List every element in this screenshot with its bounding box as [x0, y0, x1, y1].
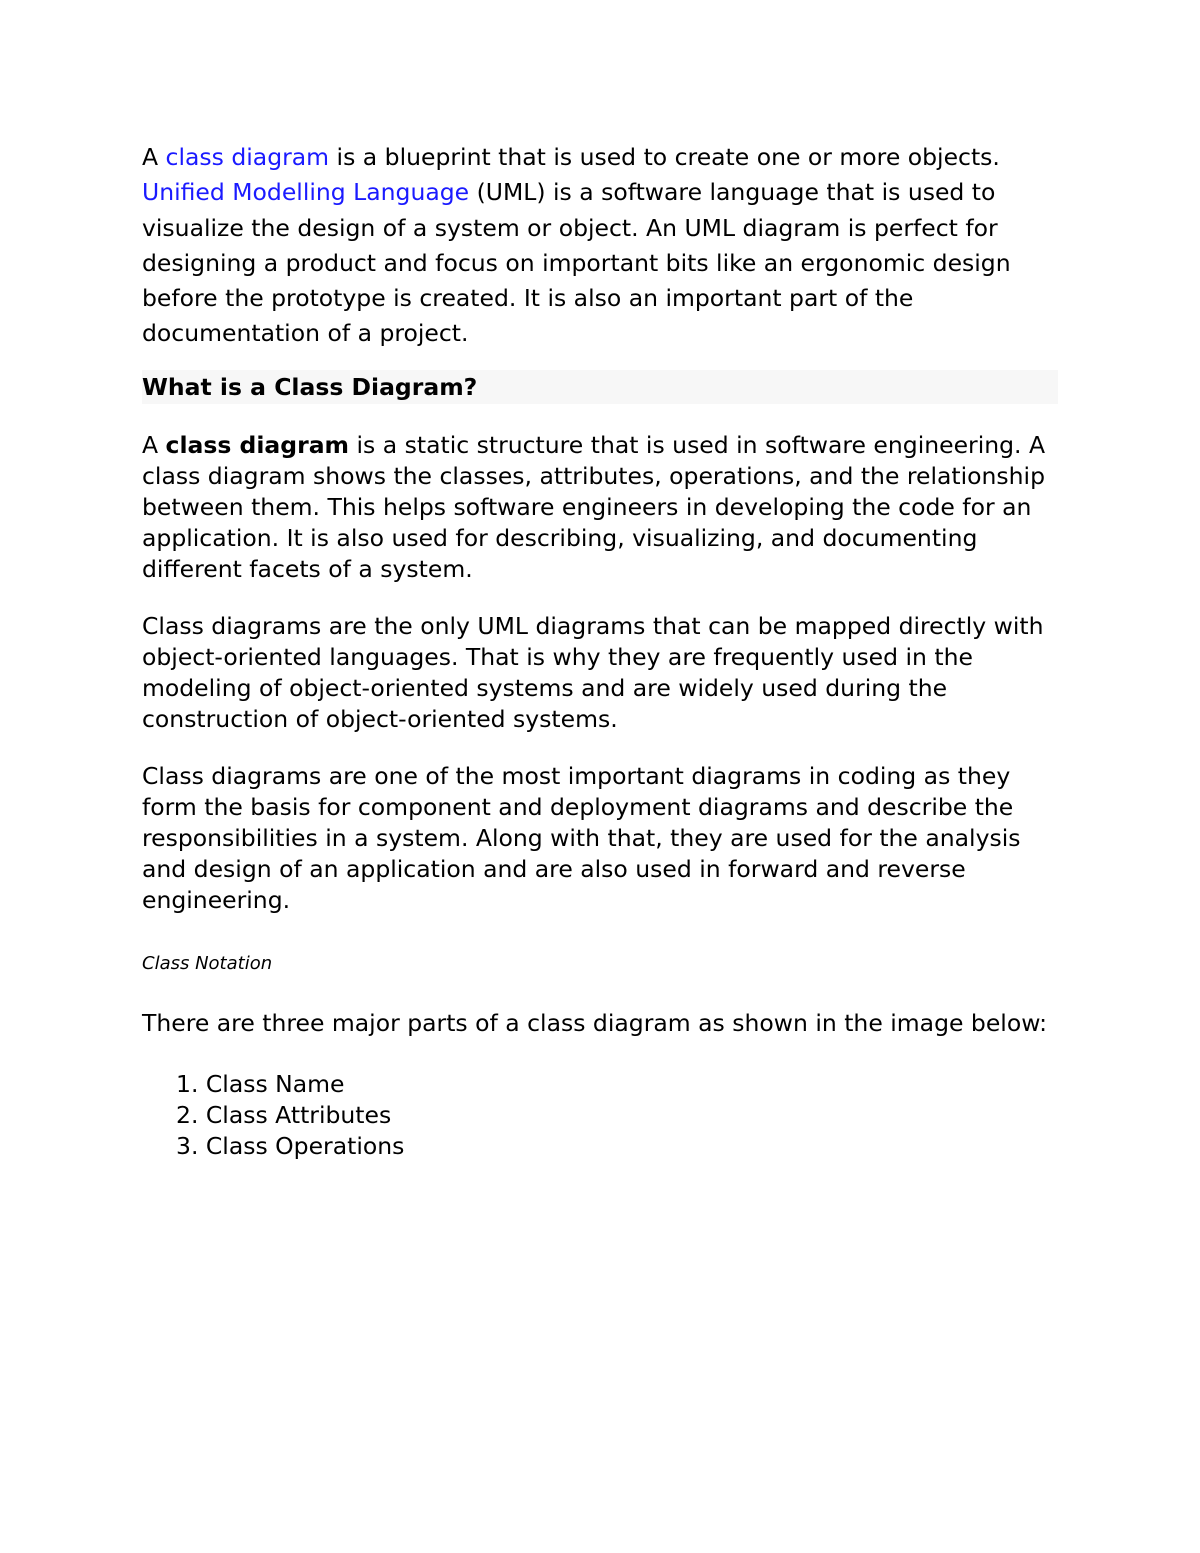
class-notation-subheading: Class Notation [142, 952, 273, 974]
parts-intro-paragraph: There are three major parts of a class diagram as shown in the image below: [142, 1008, 1048, 1037]
mapping-paragraph: Class diagrams are the only UML diagrams that can be mapped directly with object-oriented languages. That is why they are frequently used in the modeling of object-oriented systems and are widely used during the construction of object-oriented systems. [142, 611, 1044, 733]
section-heading: What is a Class Diagram? [142, 370, 1058, 404]
class-diagram-link[interactable]: class diagram [165, 143, 330, 171]
list-item: 3. Class Operations [176, 1131, 405, 1160]
uml-link[interactable]: Unified Modelling Language [142, 178, 470, 207]
definition-bold-term: class diagram [165, 430, 350, 459]
intro-text-rest: (UML) is a software language that is used to visualize the design of a system or object. An UML diagram is perfect for designing a product and focus on important bits like an ergonomic design before the prototype is created. It is also an important part of the documentation of a project. [142, 178, 1011, 348]
definition-text-start: A [142, 430, 166, 459]
document-page [142, 140, 1058, 1162]
definition-paragraph [142, 430, 1058, 585]
intro-paragraph [142, 140, 1058, 352]
definition-text-rest: is a static structure that is used in software engineering. A class diagram shows the classes, attributes, operations, and the relationship between them. This helps software engineers in developing the code for an application. It is also used for describing, visualizing, and documenting different facets of a system. [142, 430, 1046, 583]
list-item: 1. Class Name [176, 1069, 345, 1098]
class-parts-list [142, 1069, 1058, 1162]
intro-text-middle: is a blueprint that is used to create one or more objects. [329, 143, 1000, 171]
list-item: 2. Class Attributes [176, 1100, 392, 1129]
intro-text-start: A [142, 143, 166, 171]
importance-paragraph: Class diagrams are one of the most important diagrams in coding as they form the basis for component and deployment diagrams and describe the responsibilities in a system. Along with that, they are used for the analysis and design of an application and are also used in forward and reverse engineering. [142, 761, 1021, 914]
